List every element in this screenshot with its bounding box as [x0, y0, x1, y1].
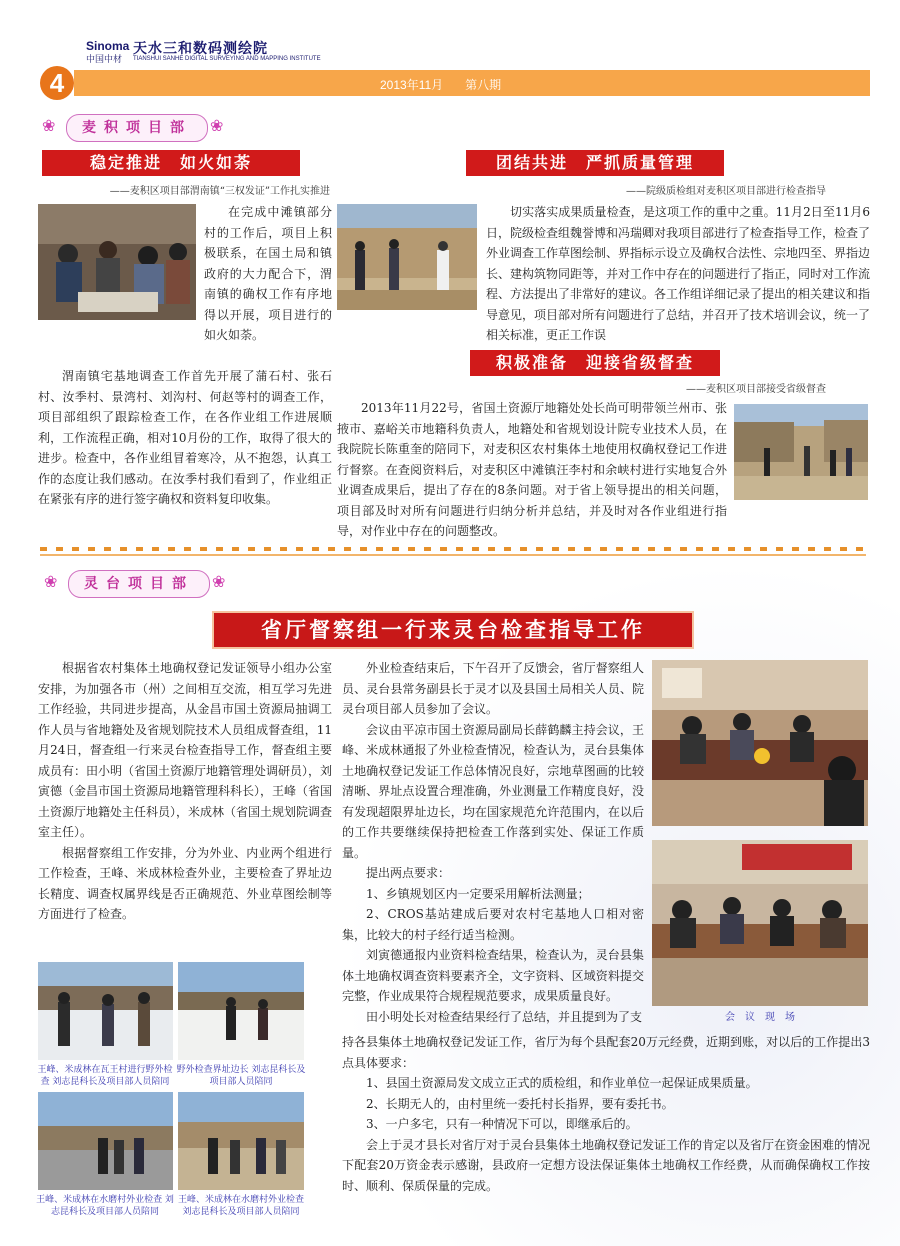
- lingtai-para6: 会上于灵才县长对省厅对于灵台县集体土地确权登记发证工作的肯定以及省厅在资金困难的情况下配套20万资金表示感谢，县政府一定想方设法保证集体土地确权工作经费，从而确保确权工作按时、顺利、保质保量的完成。: [342, 1137, 871, 1193]
- sinoma-logo: Sinoma: [86, 39, 130, 53]
- lingtai-full-width: [342, 1032, 870, 1196]
- lingtai-col1: [38, 658, 332, 925]
- photo-village-road: [734, 404, 868, 500]
- photo-caption-4: 王峰、米成林在水磨村外业检查 刘志昆科长及项目部人员陪同: [177, 1195, 304, 1217]
- photo-meeting-1: [652, 660, 868, 826]
- section-tag-maiji: 麦积项目部: [66, 114, 208, 142]
- article3-headline: 积极准备 迎接省级督查: [470, 350, 720, 376]
- photo-caption-3: 王峰、米成林在水磨村外业检查 刘志昆科长及项目部人员陪同: [36, 1195, 174, 1217]
- flower-icon: ❀: [42, 116, 56, 135]
- article2-para1: 切实落实成果质量检查，是这项工作的重中之重。11月2日至11月6日，院级检查组魏誉博和冯瑞卿对我项目部进行了检查指导工作，检查了外业调查工作草图绘制、界指标示设立及确权合法性、宗地四至、界指边长、建构筑物同距等，并对工作中存在的问题进行了指正，同时对工作流程、方法提出了非常好的建议。各工作组详细记录了提出的相关建议和指导意见，项目部对所有问题进行了总结，并召开了技术培训会议，统一了相关标准，更正工作误: [486, 205, 871, 342]
- photo-field-check-4: [178, 1092, 304, 1190]
- article1-subheadline: ——麦积区项目部渭南镇“三权发证”工作扎实推进: [109, 186, 330, 197]
- lingtai-item3: 3、一户多宅，只有一种情况下可以，即继承后的。: [366, 1117, 638, 1131]
- article1-para1-wrap: [204, 202, 332, 346]
- page-number: 4: [40, 66, 74, 100]
- lingtai-col2-para1: 外业检查结束后，下午召开了反馈会，省厅督察组人员、灵台县常务副县长于灵才以及县国土局相关人员、院灵台项目部人员参加了会议。: [342, 661, 644, 716]
- photo-field-check-3: [38, 1092, 173, 1190]
- lingtai-col2-para3: 提出两点要求：: [366, 866, 451, 880]
- photo-caption-2: 野外检查界址边长 刘志昆科长及项目部人员陪同: [176, 1065, 306, 1087]
- lingtai-col2: [342, 658, 644, 1027]
- lingtai-col2-item1: 1、乡镇规划区内一定要采用解析法测量；: [366, 886, 590, 901]
- flower-icon: ❀: [44, 572, 58, 591]
- flower-icon: ❀: [212, 572, 226, 591]
- article2-subheadline: ——院级质检组对麦积区项目部进行检查指导: [626, 186, 826, 197]
- article3-para1-wrap: [337, 398, 727, 542]
- photo-field-check-1: [38, 962, 173, 1060]
- article1-para1: 在完成中滩镇部分村的工作后，项目上积极联系，在国土局和镇政府的大力配合下，渭南镇的确权工作有序地得以开展，项目进行的如火如荼。: [204, 205, 332, 342]
- issue-number: 第八期: [465, 78, 502, 92]
- article2-headline: 团结共进 严抓质量管理: [466, 150, 724, 176]
- photo-field-check-2: [178, 962, 304, 1060]
- article3-para1: 2013年11月22号，省国土资源厅地籍处处长尚可明带领兰州市、张掖市、嘉峪关市地籍科负责人，地籍处和省规划设计院专业技术人员，在我院院长陈重奎的陪同下，对麦积区农村集体土地使用权确权登记工作进行督察。在查阅资料后，对麦积区中滩镇汪李村和余峡村进行实地复合外业调查成果后，提出了存在的8条问题。对于省上领导提出的相关问题，项目部及时对所有问题进行归纳分析并总结，并及时对各作业组进行指导，对作业中存在的问题整改。: [337, 401, 727, 538]
- lingtai-item2: 2、长期无人的，由村里统一委托村长指界，要有委托书。: [366, 1096, 674, 1111]
- institute-en: TIANSHUI SANHE DIGITAL SURVEYING AND MAPPING INSTITUTE: [133, 56, 321, 62]
- article1-headline: 稳定推进 如火如荼: [42, 150, 300, 176]
- article3-subheadline: ——麦积区项目部接受省级督查: [686, 384, 826, 395]
- lingtai-col2-para4: 刘寅德通报内业资料检查结果，检查认为，灵台县集体土地确权调查资料要素齐全，文字资料、区域资料提交完整，作业成果符合规程规范要求，成果质量良好。: [342, 948, 644, 1003]
- meeting-caption: 会 议 现 场: [725, 1012, 795, 1023]
- article1-para1-text: [204, 202, 332, 346]
- photo-meeting-2: [652, 840, 868, 1006]
- section-divider: [40, 544, 866, 554]
- institute-name: 天水三和数码测绘院: [133, 40, 268, 56]
- photo-meeting-village: [38, 204, 196, 320]
- lingtai-headline: 省厅督察组一行来灵台检查指导工作: [212, 611, 694, 649]
- section-divider-line: [40, 554, 866, 556]
- article1-para2: 渭南镇宅基地调查工作首先开展了蒲石村、张石村、汝季村、景湾村、刘沟村、何赵等村的调查工作，项目部组织了跟踪检查工作，在各作业组工作进展顺利，工作流程正确，相对10月份的工作，取得了很大的进步。检查中，各作业组冒着寒冷，从不抱怨，认真工作的态度让我们感动。在汝季村我们看到了，作业组正在紧张有序的进行签字确权和资料复印收集。: [38, 369, 332, 506]
- logo-cn: 中国中材: [86, 54, 123, 64]
- issue-info: [380, 76, 523, 93]
- lingtai-col2-item2: 2、CROS基站建成后要对农村宅基地人口相对密集，比较大的村子经行适当检测。: [342, 907, 644, 942]
- lingtai-col2-para2: 会议由平凉市国土资源局副局长薛鹤麟主持会议，王峰、米成林通报了外业检查情况，检查认为，灵台县集体土地确权登记发证工作总体情况良好，宗地草图画的比较清晰、界址点设置合理准确，外业测量工作精度良好，没有发现超限界址边长，均在国家规范允许范围内，在以后的工作共要继续保持把检查工作落到实处、保证工作质量。: [342, 722, 644, 860]
- photo-inspection-field: [337, 204, 477, 310]
- article2-para1-wrap: [486, 202, 870, 346]
- lingtai-col1-para2: 根据督察组工作安排，分为外业、内业两个组进行工作检查，王峰、米成林检查外业，主要检查了界址边长精度、调查权属界线是否正确规范、外业草图绘制等方面进行了检查。: [38, 845, 332, 921]
- section-tag-lingtai: 灵台项目部: [68, 570, 210, 598]
- photo-caption-1: 王峰、米成林在瓦王村进行野外检查 刘志昆科长及项目部人员陪同: [37, 1065, 173, 1087]
- article1-para2-wrap: [38, 366, 332, 510]
- issue-date: 2013年11月: [380, 78, 444, 92]
- lingtai-item1: 1、县国土资源局发文成立正式的质检组，和作业单位一起保证成果质量。: [366, 1076, 758, 1090]
- flower-icon: ❀: [210, 116, 224, 135]
- lingtai-col1-para1: 根据省农村集体土地确权登记发证领导小组办公室安排，为加强各市（州）之间相互交流，相互学习先进工作经验，共同进步提高，从金昌市国土资源局抽调工作人员与省地籍处及省规划院技术人员组成督查组，11月24日，督查组一行来灵台检查指导工作，督查组主要成员有：田小明（省国土资源厅地籍管理处调研员），刘寅德（金昌市国土资源局地籍管理科科长），王峰（省国土资源厅地籍处主任科员），米成林（省国土规划院调查室主任）。: [38, 661, 333, 839]
- lingtai-para5b: 持各县集体土地确权登记发证工作，省厅为每个县配套20万元经费，近期到账，对以后的工作提出3点具体要求：: [342, 1035, 870, 1070]
- lingtai-col2-para5a: 田小明处长对检查结果经行了总结，并且提到为了支: [366, 1009, 643, 1024]
